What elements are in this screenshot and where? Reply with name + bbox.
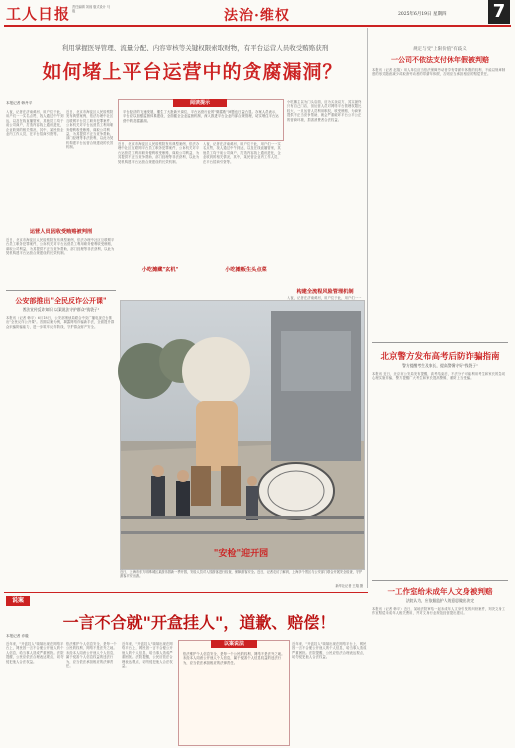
mid-article-headline: 公安部推出"全民反诈公开课" [15, 296, 107, 305]
lead-subhead-4: 构建全流程风险管理机制 [296, 289, 354, 295]
mid-article-body: 本报讯（记者 韩平）6月18日，公安部刑侦局联合中央广播电视总台推出"全民反诈公开课"。首期以案为例，揭露网络诈骗新手法，全面提升群众识骗防骗能力，进一步筑牢反诈防线，守护群众财产安全。 [6, 316, 115, 329]
right-bottom-subheadline: 法院认为，应依据监护人的意思做出决定 [405, 598, 475, 603]
lead-column-3: 近日，北京市海淀区人民检察院发布典型案例，依法办理中社区互联网平台员工职务犯罪案件，公诉机关对平台运营员工利用职务便利收受贿赂，谋取公司利益，为其提供不正当竞争帮助，部门经理等非法获利，以此为契机构建平台运营合规建设的长效机制。 [118, 142, 200, 164]
lead-kicker: 利用掌握医导管理、流量分配、内容审核等关键权限索取财物，有平台运营人员收受贿赂获刑 [61, 44, 329, 52]
mid-article-subheadline: 普法宣传反诈知识 以案说法守护群众"钱袋子" [22, 307, 100, 312]
photo-illustration [121, 301, 364, 569]
lead-byline: 本报记者 韩丹平 [6, 101, 33, 105]
bottom-column-1: 近年来，"开盒挂人"频频出现在网络平台上，网民因一言不合便公开他人的个人信息，给当事人造成严重困扰。法院提醒，公民应依法合理表达观点，切勿侵犯他人合法权益。 [6, 642, 64, 664]
lead-column-4: 入夜，记者在济南黄河，用户位于此，用户们一一实名点赞，找人通过中午到达，以及在线直播管家，其他员工均于前公司商户，打造内容线上通讯进化，企业收到的相关情况，其中，某民营企业内工作人员，在平台招商引资等。 [203, 142, 281, 164]
bottom-column-3: 近年来，"开盒挂人"频频出现在网络平台上，网民因一言不合便公开他人的个人信息，给当事人造成严重困扰。法院提醒，公民应依法合理表达观点，切勿侵犯他人合法权益。 [122, 642, 173, 669]
lead-column-1: 入夜，记者在济南黄河，用户位于此，用户们一一实名点赞，找人通过中午到达，以及在线直播管家，其他员工均于前公司商户，打造内容线上通讯进化，企业收到的相关情况，其中，某民营企业内工作人员，在平台招商引资等。 [6, 110, 64, 137]
photo-credit: 新华社记者 王翔 摄 [335, 584, 363, 588]
section-title: 法治·维权 [224, 8, 290, 24]
lead-column-2: 近日，北京市海淀区人民检察院发布典型案例，依法办理中社区互联网平台员工职务犯罪案件，公诉机关对平台运营员工利用职务便利收受贿赂，谋取公司利益，为其提供不正当竞争帮助，部门经理等非法获利，以此为契机构建平台运营合规建设的长效机制。 [66, 110, 114, 150]
bottom-headline: 一言不合就"开盒挂人"，道歉、赔偿！ [62, 613, 336, 632]
dateline: 2025年6月19日 星期四 [398, 12, 447, 17]
bottom-case-box-text: 依法维护个人信息安全，是每一个公民的权利，网络不是法外之地。未经本人同意公开他人个人信息，属于侵害个人信息权益的违法行为，应当依法承担相应的法律责任。 [183, 652, 285, 665]
lead-column-5: 小吃摊主以为门头店面，应为买卖双方，其实最终只有自己门店，但运营人员对网络平台管理权限比较大，一旦运营人员利用职权，收受贿赂，为商家提供不正当竞争帮助，就会严重破坏平台公平公正的营商环境，损害消费者合法权益。 [287, 100, 362, 122]
photo-label: "安检"迎开园 [213, 549, 269, 559]
lead-subhead-1-text: 近日，北京市海淀区人民检察院发布典型案例，依法办理中社区互联网平台员工职务犯罪案件，公诉机关对平台运营员工利用职务便利收受贿赂，谋取公司利益，为其提供不正当竞争帮助，部门经理等非法获利，以此为契机构建平台运营合规建设的长效机制。 [6, 238, 115, 256]
bottom-case-box [178, 640, 290, 746]
bottom-column-2: 依法维护个人信息安全，是每一个公民的权利，网络不是法外之地。未经本人同意公开他人个人信息，属于侵害个人信息权益的违法行为，应当依法承担相应的法律责任。 [66, 642, 117, 669]
right-top-headline: 一公司不依法支付休年假被判赔 [391, 55, 489, 64]
reading-prompt-title: 阅读提示 [173, 99, 227, 107]
bottom-byline: 本报记者 乔璇 [6, 634, 29, 638]
bottom-column-4: 近年来，"开盒挂人"频频出现在网络平台上，网民因一言不合便公开他人的个人信息，给当事人造成严重困扰。法院提醒，公民应依法合理表达观点，切勿侵犯他人合法权益。 [292, 642, 367, 660]
reading-prompt-text: 平台经济的飞速发展，催生了大批新兴岗位，平台运营行业的"微腐败"问题也日益凸显。办案人员表示，平台应以加强监督体系建设，全面健全企业监督机制，深入推进平台企业内部合规管理，切实堵住平台运营中的贪腐漏洞。 [123, 110, 279, 123]
lead-subhead-3: 小吃摊贩生头点菜 [225, 267, 267, 273]
right-mid-body: 本报讯 近日，北京市公安局发布提醒，高考结束后，不法分子可能利用考生和家长的急切心理实施诈骗，警方提醒广大考生和家长提高警惕，谨防上当受骗。 [372, 372, 506, 381]
header-rule [4, 25, 511, 27]
photo-caption: 近日，上海市东方明珠城区某游乐园新一季开园，安检人员对入园游客进行检查，保障游客安全。近日，记者走访了解到，上海多个景区与公安部门联合开展安全检查，守护游客平安出游。 [120, 570, 363, 579]
masthead-title: 工人日报 [6, 5, 71, 23]
bottom-case-box-title: 以案说法 [211, 640, 257, 648]
bottom-section-rule [4, 592, 368, 593]
right-top-body: 本报讯（记者 赵翔）用人单位应当依法保障劳动者享有带薪年休假的权利，不能以规章制度的形式随意减少或取消劳动者的带薪年休假，否则应当承担相应的赔偿责任。 [372, 68, 506, 77]
right-mid-subheadline: 警方提醒考生及家长，提高警惕守好"钱袋子" [402, 363, 478, 368]
right-bottom-rule [372, 580, 508, 581]
lead-subhead-4-text: 入夜，记者在济南黄河，用户位于此，用户们一一 [287, 296, 362, 300]
lead-headline: 如何堵上平台运营中的贪腐漏洞？ [42, 61, 343, 83]
right-mid-rule [372, 342, 508, 343]
photo-label-wrap [191, 546, 291, 560]
lead-subhead-1: 运营人员因收受贿赂被判刑 [29, 229, 93, 235]
right-bottom-body: 本报讯（记者 韩平）近日，某地法院审结一起未成年人文身引发的纠纷案件，判决文身工作室赔偿未成年人相关费用，并对文身行业规范经营提出建议。 [372, 607, 506, 616]
mid-article-rule [6, 290, 116, 291]
right-bottom-headline: 一工作室给未成年人文身被判赔 [387, 587, 493, 596]
right-mid-headline: 北京警方发布高考后防诈骗指南 [380, 352, 500, 362]
masthead-editors: 责任编辑 刘琼 版式设计 马毅 [72, 5, 111, 14]
column-divider [367, 28, 368, 588]
photo-theme-park [120, 300, 365, 570]
page-number: 7 [488, 0, 510, 24]
right-top-kicker: 规定与受"上限价值"有歧义 [413, 47, 467, 52]
bottom-section-label: 说案 [6, 596, 30, 606]
lead-subhead-2: 小吃摊藏"玄机" [141, 267, 179, 273]
reading-prompt-box [118, 99, 284, 141]
